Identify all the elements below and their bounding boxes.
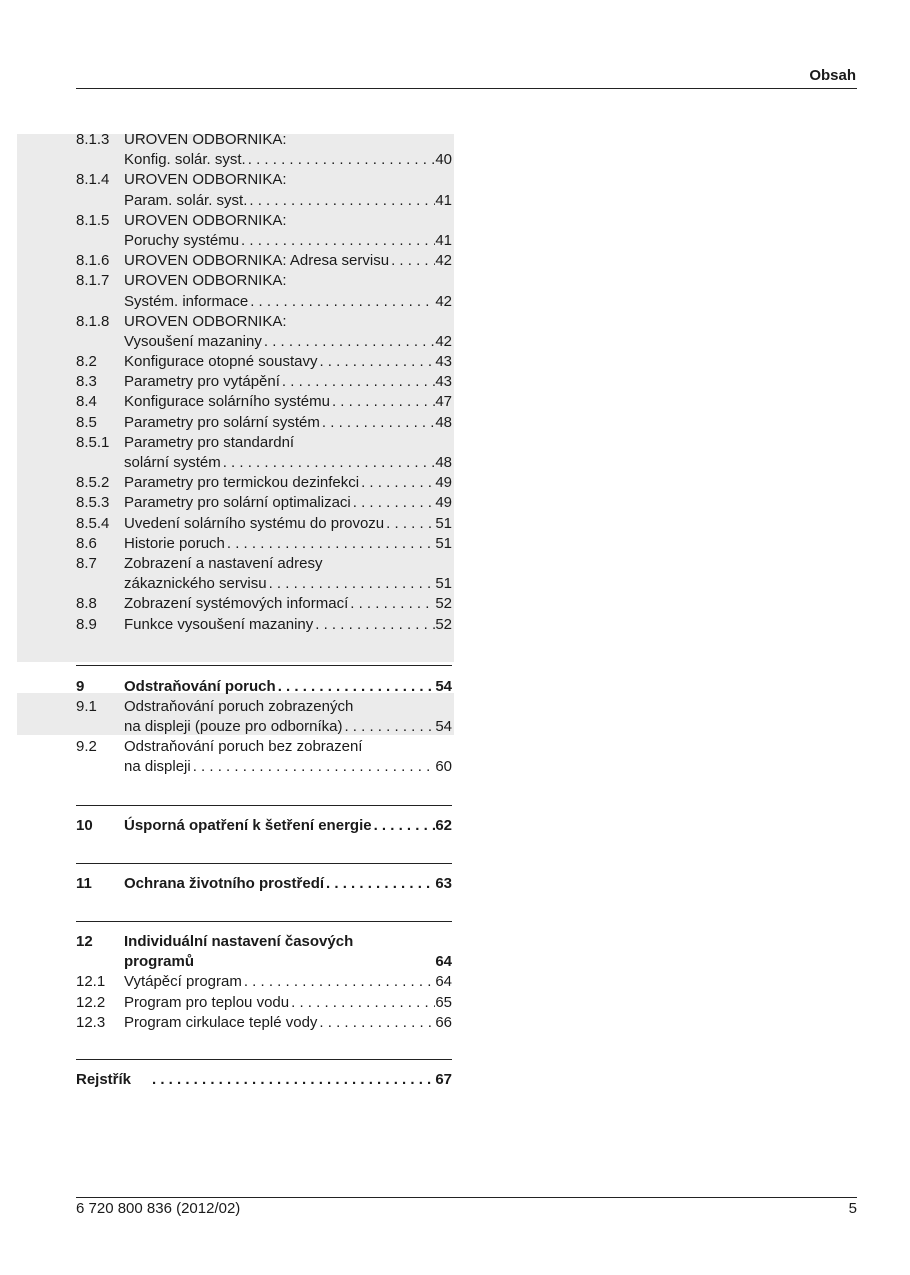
toc-label: Funkce vysoušení mazaniny xyxy=(124,615,314,633)
toc-page: 51 xyxy=(435,575,452,593)
toc-page: 66 xyxy=(435,1013,452,1031)
leader-dots xyxy=(313,615,435,635)
toc-label: Program pro teplou vodu xyxy=(124,993,290,1011)
toc-label: UROVEN ODBORNIKA: xyxy=(124,171,287,189)
toc-number: 8.1.5 xyxy=(76,211,110,229)
document-number: 6 720 800 836 (2012/02) xyxy=(76,1200,241,1217)
toc-page: 48 xyxy=(435,454,452,471)
toc-page: 52 xyxy=(435,615,452,633)
toc-entry-8-1-6[interactable] xyxy=(76,251,452,271)
toc-number: 9.2 xyxy=(76,738,97,756)
toc-page: 51 xyxy=(435,514,452,532)
toc-number: 8.5.1 xyxy=(76,433,110,451)
toc-entry-8-7[interactable] xyxy=(76,554,452,574)
toc-entry-12-1[interactable] xyxy=(76,972,452,992)
toc-index-entry[interactable] xyxy=(76,1070,452,1090)
toc-entry-8-6[interactable] xyxy=(76,534,452,554)
toc-label: na displeji xyxy=(124,758,191,776)
toc-entry-8-8[interactable] xyxy=(76,594,452,614)
toc-label: Program cirkulace teplé vody xyxy=(124,1013,318,1031)
toc-label: Rejstřík xyxy=(76,1070,132,1088)
toc-page: 64 xyxy=(435,953,452,971)
leader-dots xyxy=(246,150,436,170)
toc-number: 9 xyxy=(76,677,85,695)
toc-number: 8.5.2 xyxy=(76,474,110,492)
toc-entry-9-2[interactable] xyxy=(76,737,452,757)
toc-chapter-9[interactable] xyxy=(76,677,452,697)
leader-dots xyxy=(276,677,436,697)
toc-label: Poruchy systému xyxy=(124,231,240,249)
toc-chapter-10[interactable] xyxy=(76,816,452,836)
leader-dots xyxy=(389,251,435,271)
toc-page: 63 xyxy=(435,874,452,892)
leader-dots xyxy=(262,332,435,352)
toc-number: 8.5.4 xyxy=(76,514,110,532)
toc-page: 47 xyxy=(435,393,452,411)
toc-number: 8.9 xyxy=(76,615,97,633)
toc-page: 49 xyxy=(435,494,452,512)
leader-dots xyxy=(320,413,435,433)
leader-dots xyxy=(242,972,435,992)
footer-rule xyxy=(76,1197,857,1198)
toc-label: Úsporná opatření k šetření energie xyxy=(124,816,372,834)
toc-number: 8.1.8 xyxy=(76,312,110,330)
toc-number: 12.2 xyxy=(76,993,106,1011)
leader-dots xyxy=(267,574,436,594)
toc-label: solární systém xyxy=(124,454,221,471)
toc-number: 12.1 xyxy=(76,973,106,991)
toc-label: UROVEN ODBORNIKA: Adresa servisu xyxy=(124,252,390,270)
toc-number: 8.4 xyxy=(76,393,97,411)
table-of-contents xyxy=(76,130,452,1090)
toc-label: Odstraňování poruch bez zobrazení xyxy=(124,738,363,756)
toc-entry-12-3[interactable] xyxy=(76,1013,452,1033)
leader-dots xyxy=(191,757,436,777)
toc-entry-8-1-5[interactable] xyxy=(76,211,452,231)
toc-label: Odstraňování poruch xyxy=(124,677,276,695)
leader-dots xyxy=(317,1013,435,1033)
toc-entry-9-1[interactable] xyxy=(76,697,452,717)
toc-entry-12-2[interactable] xyxy=(76,993,452,1013)
toc-label: Parametry pro solární systém xyxy=(124,413,320,431)
toc-page: 65 xyxy=(435,993,452,1011)
page-number: 5 xyxy=(848,1200,857,1217)
toc-label: UROVEN ODBORNIKA: xyxy=(124,312,287,330)
leader-dots xyxy=(384,514,435,534)
toc-chapter-12[interactable] xyxy=(76,932,452,952)
toc-label: Konfigurace otopné soustavy xyxy=(124,353,318,371)
leader-dots xyxy=(247,191,435,211)
toc-entry-8-1-8[interactable] xyxy=(76,312,452,332)
leader-dots xyxy=(330,392,435,412)
toc-entry-8-4[interactable] xyxy=(76,392,452,412)
toc-page: 49 xyxy=(435,474,452,492)
toc-number: 11 xyxy=(76,874,92,892)
toc-entry-8-2[interactable] xyxy=(76,352,452,372)
toc-number: 8.3 xyxy=(76,373,97,391)
leader-dots xyxy=(150,1070,435,1090)
toc-number: 8.5.3 xyxy=(76,494,110,512)
toc-entry-8-5-3[interactable] xyxy=(76,493,452,513)
toc-number: 8.8 xyxy=(76,595,97,613)
toc-label: Parametry pro solární optimalizaci xyxy=(124,494,351,512)
toc-number: 10 xyxy=(76,816,93,834)
toc-label: Konfigurace solárního systému xyxy=(124,393,330,411)
toc-page: 60 xyxy=(435,758,452,776)
leader-dots xyxy=(289,993,435,1013)
toc-entry-8-1-3[interactable] xyxy=(76,130,452,150)
toc-page: 43 xyxy=(435,373,452,391)
toc-label: zákaznického servisu xyxy=(124,575,267,593)
toc-page: 40 xyxy=(435,151,452,169)
toc-label: Parametry pro standardní xyxy=(124,433,295,451)
toc-entry-8-1-4[interactable] xyxy=(76,170,452,190)
toc-label: Ochrana životního prostředí xyxy=(124,874,325,892)
leader-dots xyxy=(372,816,436,836)
toc-number: 9.1 xyxy=(76,697,97,715)
toc-page: 48 xyxy=(435,413,452,431)
toc-number: 8.7 xyxy=(76,554,97,572)
running-header-title: Obsah xyxy=(809,67,856,84)
toc-label: UROVEN ODBORNIKA: xyxy=(124,211,287,229)
toc-number: 8.5 xyxy=(76,413,97,431)
toc-page: 41 xyxy=(435,231,452,249)
leader-dots xyxy=(221,453,436,473)
toc-label: UROVEN ODBORNIKA: xyxy=(124,131,287,148)
toc-page: 41 xyxy=(435,191,452,209)
toc-label: Zobrazení a nastavení adresy xyxy=(124,554,323,572)
toc-page: 42 xyxy=(435,292,452,310)
toc-number: 8.2 xyxy=(76,353,97,371)
toc-number: 8.1.4 xyxy=(76,171,110,189)
toc-number: 8.1.6 xyxy=(76,252,110,270)
toc-page: 52 xyxy=(435,595,452,613)
leader-dots xyxy=(342,717,435,737)
toc-label: na displeji (pouze pro odborníka) xyxy=(124,718,343,736)
header-rule xyxy=(76,88,857,89)
toc-page: 42 xyxy=(435,252,452,270)
toc-label: Vysoušení mazaniny xyxy=(124,332,262,350)
toc-entry-8-1-7[interactable] xyxy=(76,271,452,291)
toc-label: Systém. informace xyxy=(124,292,249,310)
toc-entry-8-5-1[interactable] xyxy=(76,433,452,453)
toc-number: 8.1.3 xyxy=(76,131,110,148)
toc-entry-8-3[interactable] xyxy=(76,372,452,392)
toc-number: 8.6 xyxy=(76,534,97,552)
toc-page: 67 xyxy=(435,1070,452,1088)
toc-label: Param. solár. syst. xyxy=(124,191,248,209)
toc-entry-8-9[interactable] xyxy=(76,615,452,635)
toc-chapter-11[interactable] xyxy=(76,874,452,894)
leader-dots xyxy=(351,493,436,513)
toc-page: 54 xyxy=(435,677,452,695)
toc-label: Zobrazení systémových informací xyxy=(124,595,349,613)
toc-number: 12 xyxy=(76,933,93,950)
leader-dots xyxy=(239,231,435,251)
toc-label: Konfig. solár. syst. xyxy=(124,151,246,169)
leader-dots xyxy=(359,473,435,493)
toc-entry-8-5[interactable] xyxy=(76,413,452,433)
toc-label: Parametry pro vytápění xyxy=(124,373,280,391)
toc-number: 8.1.7 xyxy=(76,272,110,290)
leader-dots xyxy=(280,372,435,392)
leader-dots xyxy=(225,534,435,554)
toc-label: UROVEN ODBORNIKA: xyxy=(124,272,287,290)
toc-label: Vytápěcí program xyxy=(124,973,242,991)
toc-page: 51 xyxy=(435,534,452,552)
toc-label: programů xyxy=(124,953,195,971)
toc-page: 64 xyxy=(435,973,452,991)
toc-label: Historie poruch xyxy=(124,534,225,552)
toc-label: Parametry pro termickou dezinfekci xyxy=(124,474,360,492)
toc-entry-8-5-2[interactable] xyxy=(76,473,452,493)
leader-dots xyxy=(348,594,435,614)
toc-page: 42 xyxy=(435,332,452,350)
leader-dots xyxy=(324,874,435,894)
leader-dots xyxy=(317,352,435,372)
toc-label: Uvedení solárního systému do provozu xyxy=(124,514,385,532)
toc-number: 12.3 xyxy=(76,1013,106,1031)
toc-page: 54 xyxy=(435,718,452,736)
toc-label: Odstraňování poruch zobrazených xyxy=(124,697,354,715)
leader-dots xyxy=(248,292,435,312)
toc-label: Individuální nastavení časových xyxy=(124,933,354,950)
toc-entry-8-5-4[interactable] xyxy=(76,514,452,534)
toc-page: 43 xyxy=(435,353,452,371)
toc-page: 62 xyxy=(435,816,452,834)
